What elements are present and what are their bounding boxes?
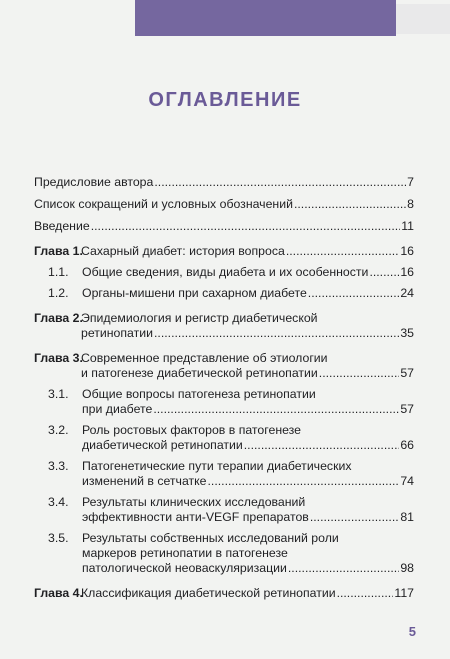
toc-entry-page: 57 — [400, 402, 414, 416]
toc-entry — [34, 423, 414, 453]
toc-entry-page: 117 — [394, 586, 414, 600]
toc-entry-title-line: Общие вопросы патогенеза ретинопатии — [82, 387, 316, 401]
toc-entry — [34, 495, 414, 525]
toc-entry-number: Глава 2. — [34, 311, 83, 325]
table-of-contents — [34, 175, 414, 607]
toc-entry-page: 98 — [400, 561, 414, 575]
toc-entry-title-line: Эпидемиология и регистр диабетической — [81, 311, 318, 325]
toc-entry — [34, 265, 414, 280]
toc-entry-title: диабетической ретинопатии — [82, 438, 243, 452]
dot-leader — [319, 366, 400, 381]
toc-entry-number: Глава 1. — [34, 244, 83, 258]
toc-entry-title: Классификация диабетической ретинопатии — [81, 586, 336, 600]
toc-entry-page: 16 — [400, 265, 414, 279]
dot-leader — [244, 438, 400, 453]
toc-entry-title: Предисловие автора — [34, 175, 154, 189]
dot-leader — [288, 561, 399, 576]
toc-entry — [34, 351, 414, 381]
toc-entry-number: 3.1. — [48, 387, 69, 401]
toc-entry-page: 57 — [400, 366, 414, 380]
toc-entry — [34, 586, 414, 601]
dot-leader — [153, 402, 399, 417]
toc-entry-number: 3.4. — [48, 495, 69, 509]
dot-leader — [369, 265, 399, 280]
toc-entry-title: патологической неоваскуляризации — [82, 561, 287, 575]
toc-entry-page: 81 — [400, 510, 414, 524]
toc-entry-title-line: маркеров ретинопатии в патогенезе — [82, 546, 288, 560]
toc-entry — [34, 244, 414, 259]
toc-entry-page: 16 — [400, 244, 414, 258]
toc-entry-title-line: Современное представление об этиологии — [81, 351, 328, 365]
toc-entry — [34, 175, 414, 190]
toc-entry-number: 1.1. — [48, 265, 69, 279]
toc-entry-number: Глава 4. — [34, 586, 83, 600]
toc-entry-title: при диабете — [82, 402, 153, 416]
dot-leader — [337, 586, 394, 601]
toc-entry-number: Глава 3. — [34, 351, 83, 365]
toc-entry-title: ретинопатии — [81, 326, 153, 340]
toc-entry — [34, 387, 414, 417]
toc-entry — [34, 459, 414, 489]
dot-leader — [154, 326, 399, 341]
toc-entry-title: Введение — [34, 219, 90, 233]
toc-entry-title-line: Результаты клинических исследований — [82, 495, 306, 509]
toc-entry — [34, 286, 414, 301]
toc-entry-title: эффективности анти-VEGF препаратов — [82, 510, 309, 524]
toc-entry — [34, 219, 414, 234]
dot-leader — [308, 286, 400, 301]
dot-leader — [286, 244, 399, 259]
facing-page-edge — [396, 4, 450, 34]
toc-entry-title: изменений в сетчатке — [82, 474, 207, 488]
page-number: 5 — [408, 624, 416, 639]
dot-leader — [208, 474, 400, 489]
toc-entry — [34, 311, 414, 341]
dot-leader — [91, 219, 401, 234]
toc-entry-number: 3.2. — [48, 423, 69, 437]
toc-entry-number: 3.3. — [48, 459, 69, 473]
dot-leader — [294, 197, 406, 212]
toc-entry-title: и патогенезе диабетической ретинопатии — [81, 366, 318, 380]
dot-leader — [154, 175, 406, 190]
toc-entry — [34, 197, 414, 212]
toc-entry-number: 3.5. — [48, 531, 69, 545]
toc-entry-page: 74 — [400, 474, 414, 488]
toc-entry-page: 7 — [407, 175, 414, 189]
page-title: ОГЛАВЛЕНИЕ — [148, 89, 302, 111]
toc-entry-number: 1.2. — [48, 286, 69, 300]
toc-entry-title: Список сокращений и условных обозначений — [34, 197, 293, 211]
chapter-tab-band — [135, 0, 396, 36]
toc-entry-title-line: Патогенетические пути терапии диабетических — [82, 459, 352, 473]
toc-entry-title: Сахарный диабет: история вопроса — [81, 244, 285, 258]
toc-entry-page: 35 — [400, 326, 414, 340]
toc-entry-title: Органы-мишени при сахарном диабете — [82, 286, 307, 300]
toc-entry-page: 66 — [400, 438, 414, 452]
toc-entry-page: 24 — [400, 286, 414, 300]
dot-leader — [310, 510, 399, 525]
toc-entry-title: Общие сведения, виды диабета и их особенности — [82, 265, 369, 279]
toc-entry-page: 11 — [401, 219, 414, 233]
toc-entry — [34, 531, 414, 576]
toc-entry-title-line: Результаты собственных исследований роли — [82, 531, 339, 545]
toc-entry-title-line: Роль ростовых факторов в патогенезе — [82, 423, 302, 437]
toc-entry-page: 8 — [407, 197, 414, 211]
